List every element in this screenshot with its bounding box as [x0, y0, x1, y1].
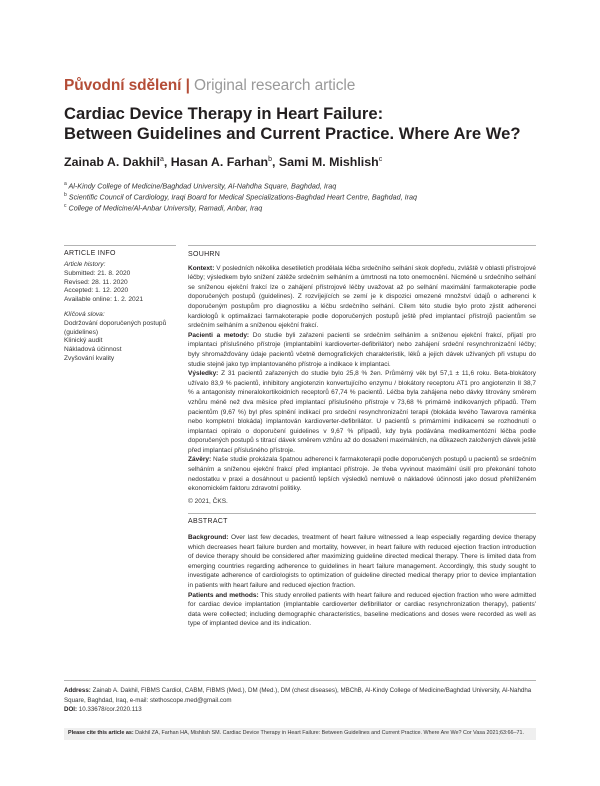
abstract-background	[188, 533, 536, 591]
history-submitted: Submitted: 21. 8. 2020	[64, 269, 131, 277]
abstract-methods-label: Patients and methods:	[188, 591, 259, 599]
souhrn-zavery	[188, 455, 536, 493]
article-info-panel	[64, 245, 176, 364]
author-affiliation-mark: a	[159, 155, 164, 163]
keyword: Dodržování doporučených postupů	[64, 319, 167, 327]
article-info-heading: ARTICLE INFO	[64, 245, 176, 261]
souhrn-metody-text: Do studie byli zařazeni pacienti se srdečním selháním a sníženou ejekční frakcí, přijatí pro implantaci příslušného přístroje (implantabilní kardioverter-defibrilátor) nebo zahájení srdeční resynchronizační léčby; byly shromažďovány údaje pacientů včetně demografických charakteristik, léků a jejich dávek užívaných při vstupu do studie stejně jako typ implantovaného přístroje a indikace k implantaci.	[188, 331, 536, 368]
address-label: Address:	[64, 687, 91, 694]
citation-line	[68, 730, 534, 736]
affiliation-mark: a	[64, 181, 67, 187]
correspondence-address	[64, 686, 536, 705]
affiliation-text: Al-Kindy College of Medicine/Baghdad University, Al-Nahdha Square, Baghdad, Iraq	[68, 181, 337, 191]
author-affiliation-mark: b	[268, 155, 272, 163]
article-title-line-2: Between Guidelines and Current Practice. Where Are We?	[64, 124, 521, 143]
souhrn-kontext-text: V posledních několika desetiletích prodělala léčba srdečního selhání skok dopředu, zvláště v oblasti přístrojové léčby; výsledkem bylo snížení zátěže srdečním selháním a úmrtnosti na toto onemocnění. Nicméně u srdečního selhání se sníženou ejekční frakcí lze o zahájení přístrojové léčby uvažovat až po selhání maximální farmakoterapie podle doporučených postupů (guidelines). Z rozvíjejících se zemí je k dispozici omezené množství údajů o adherenci k doporučeným postupům pro diagnostiku a léčbu srdečního selhání. Cílem této studie bylo proto zjistit adherenci kardiologů k optimalizaci farmakoterapie podle doporučených postupů ještě před implantací přístrojů pacientům se srdečním selháním a sníženou ejekční frakcí.	[188, 264, 536, 330]
souhrn-zavery-text: Naše studie prokázala špatnou adherenci k farmakoterapii podle doporučených postupů u pacientů se srdečním selháním a sníženou ejekční frakcí před implantací přístroje. Je třeba vyvinout maximální úsilí pro překonání tohoto nedostatku v praxi a dosáhnout u pacientů lepších výsledků nemluvě o nákladové účinnosti jako dosud přehlíženém ekonomickém faktoru zdravotní politiky.	[188, 456, 536, 493]
address-text: Zainab A. Dakhil, FIBMS Cardiol, CABM, FIBMS (Med.), DM (Med.), DM (chest diseases), MBChB, Al-Kindy College of Medicine/Baghdad University, Al-Nahdha Square, Baghdad, Iraq, e-mail: stethoscope.med@gmail.com	[64, 687, 532, 704]
keyword: Nákladová účinnost	[64, 346, 122, 354]
affiliation	[64, 203, 262, 212]
souhrn-vysledky-text: Z 31 pacientů zařazených do studie bylo 25,8 % žen. Průměrný věk byl 57,1 ± 11,6 roku. Beta-blokátory užívalo 83,9 % pacientů, inhibitory angiotenzin konvertujícího enzymu / blokátory receptoru AT1 pro angiotenzin II 38,7 % a antagonisty mineralokortikoidních receptorů 67,74 % pacientů. Léčba byla zahájena nebo dávky titrovány směrem vzhůru méně než dva měsíce před implantací příslušného přístroje v 73,68 % primárně indikovaných případů. Třem pacientům (9,67 %) byl přes splnění indikací pro srdeční resynchronizační terapii (blokáda levého Tawarova raménka nebo kompletní blokáda) implantován kardioverter-defibrilátor. U pacientů s primárními indikacemi se rozhodnutí o implantaci opíralo o doporučení guidelines v 9,67 % případů, kdy byla podávána medikamentózní léčba podle doporučených postupů s titrací dávek směrem vzhůru až do dosažení maximálních, na důkazech založených dávek ještě před implantací příslušného přístroje.	[188, 370, 536, 454]
souhrn-metody	[188, 331, 536, 369]
souhrn-section	[188, 245, 536, 506]
souhrn-vysledky-label: Výsledky:	[188, 370, 219, 378]
correspondence-block	[64, 686, 536, 715]
section-separator: |	[185, 77, 190, 94]
citation-text: Dakhil ZA, Farhan HA, Mishlish SM. Cardiac Device Therapy in Heart Failure: Between Guidelines and Current Practice. Where Are We? Cor Vasa 2021;63:66–71.	[135, 730, 525, 736]
article-title-line-1: Cardiac Device Therapy in Heart Failure:	[64, 104, 384, 123]
abstract-background-text: Over last few decades, treatment of heart failure witnessed a leap especially regarding device therapy which decreases heart failure burden and mortality, however, in heart failure with reduced ejection fraction introduction of device therapy should be considered after maximizing guideline directed medical therapy. There is limited data from emerging countries regarding adherence to guidelines in heart failure management. Accordingly, this study sought to investigate adherence of cardiologists to optimization of guideline directed medical therapy prior to device implantation in patients with heart failure and reduced ejection fraction.	[188, 534, 536, 589]
affiliation-mark: b	[64, 192, 67, 198]
author-list: Zainab A. Dakhil$^a$, Hasan A. Farhan$^b$, Sami M. Mishlish$^c$	[64, 155, 383, 169]
keyword: (guidelines)	[64, 328, 99, 336]
souhrn-vysledky	[188, 369, 536, 455]
section-label	[64, 77, 355, 95]
article-title	[64, 104, 544, 144]
history-online: Available online: 1. 2. 2021	[64, 296, 144, 304]
souhrn-heading: SOUHRN	[188, 245, 536, 264]
author-name: Sami M. Mishlish	[278, 155, 379, 169]
affiliation-text: College of Medicine/Al-Anbar University, Ramadi, Anbar, Iraq	[68, 203, 263, 213]
affiliation	[64, 181, 336, 190]
history-label: Article history:	[64, 261, 106, 268]
abstract-heading: ABSTRACT	[188, 513, 536, 525]
doi-label: DOI:	[64, 706, 78, 714]
souhrn-kontext	[188, 264, 536, 331]
history-revised: Revised: 28. 11. 2020	[64, 278, 128, 286]
abstract-methods	[188, 591, 536, 629]
doi-link[interactable]: 10.33678/cor.2020.113	[78, 706, 142, 714]
author-name: Hasan A. Farhan	[170, 155, 269, 169]
affiliation	[64, 192, 417, 201]
history-accepted: Accepted: 1. 12. 2020	[64, 287, 129, 295]
citation-label: Please cite this article as:	[68, 730, 134, 736]
address-divider	[64, 680, 536, 681]
keyword: Zvyšování kvality	[64, 354, 115, 362]
keywords-label: Klíčová slova:	[64, 310, 105, 318]
abstract-section	[188, 533, 536, 629]
section-label-czech: Původní sdělení	[64, 77, 182, 94]
souhrn-zavery-label: Závěry:	[188, 456, 212, 464]
author-affiliation-mark: c	[378, 155, 383, 163]
correspondence-doi	[64, 705, 536, 715]
keyword: Klinický audit	[64, 337, 103, 345]
affiliation-mark: c	[64, 203, 67, 209]
section-label-english: Original research article	[194, 77, 356, 94]
souhrn-kontext-label: Kontext:	[188, 264, 215, 272]
abstract-methods-text: This study enrolled patients with heart failure and reduced ejection fraction who were admitted for cardiac device implantation (implantable cardioverter defibrillator or cardiac resynchronization therapy), patients' data were collected; including demographic characteristics, baseline medications and doses were recorded as well as type of implanted device and its indication.	[188, 591, 537, 628]
abstract-background-label: Background:	[188, 534, 229, 541]
copyright-notice: © 2021, ČKS.	[188, 497, 228, 505]
souhrn-metody-label: Pacienti a metody:	[188, 331, 250, 339]
affiliation-text: Scientific Council of Cardiology, Iraqi Board for Medical Specializations-Baghdad Heart Centre, Baghdad, Iraq	[68, 192, 418, 202]
author-name: Zainab A. Dakhil	[64, 155, 160, 169]
